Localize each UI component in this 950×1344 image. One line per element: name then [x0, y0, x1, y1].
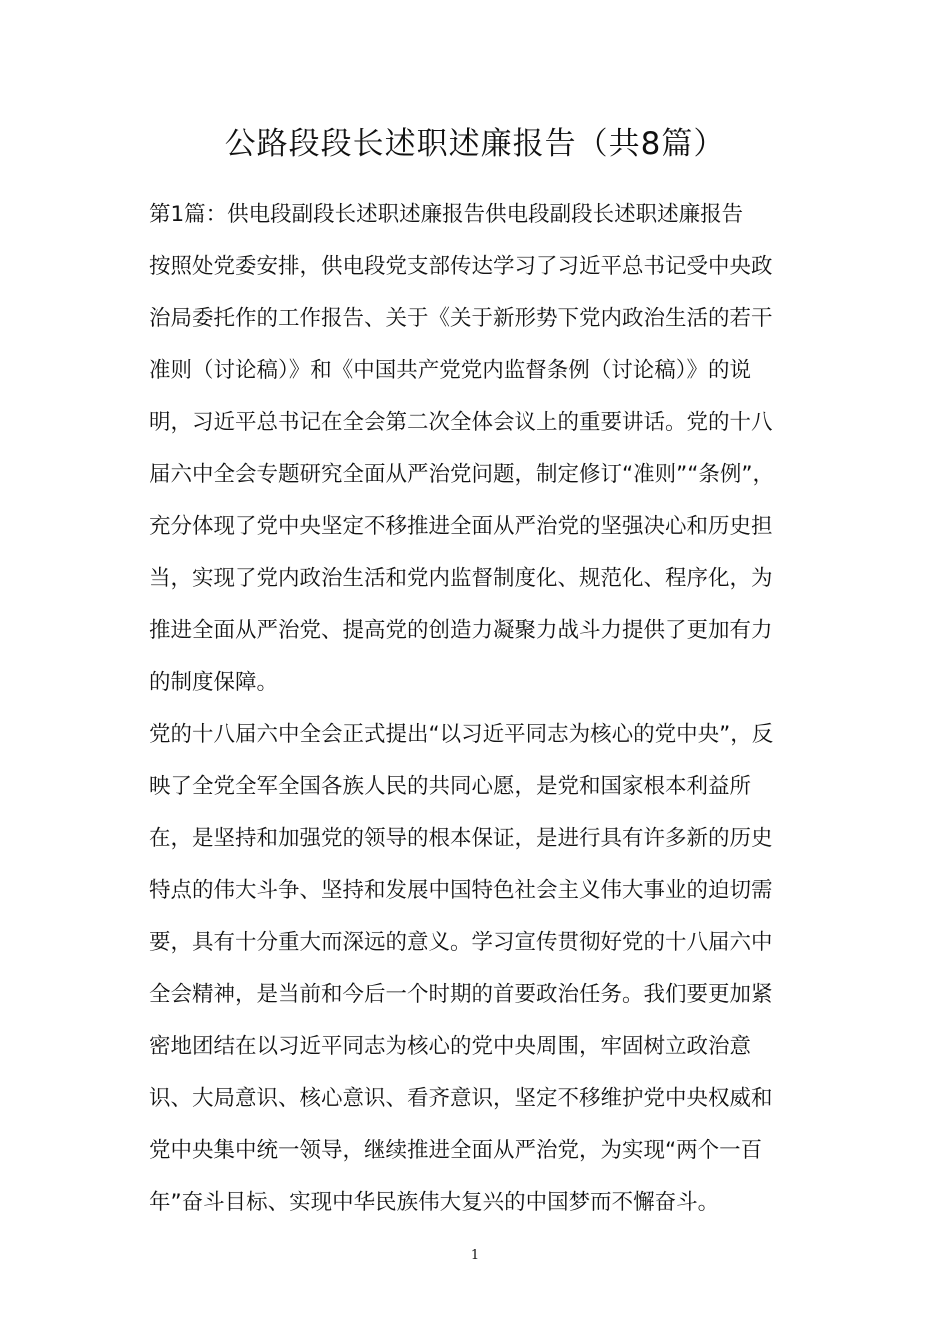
body-line: 年”奋斗目标、实现中华民族伟大复兴的中国梦而不懈奋斗。	[149, 1190, 720, 1215]
body-line: 明，习近平总书记在全会第二次全体会议上的重要讲话。党的十八	[149, 410, 773, 435]
body-line: 准则（讨论稿）》和《中国共产党党内监督条例（讨论稿）》的说	[149, 358, 752, 383]
body-line: 推进全面从严治党、提高党的创造力凝聚力战斗力提供了更加有力	[149, 618, 773, 643]
body-line: 第1篇：供电段副段长述职述廉报告供电段副段长述职述廉报告	[149, 202, 744, 227]
body-line: 要，具有十分重大而深远的意义。学习宣传贯彻好党的十八届六中	[149, 930, 773, 955]
body-line: 识、大局意识、核心意识、看齐意识，坚定不移维护党中央权威和	[149, 1086, 773, 1111]
body-line: 治局委托作的工作报告、关于《关于新形势下党内政治生活的若干	[149, 306, 773, 331]
body-line: 党的十八届六中全会正式提出“以习近平同志为核心的党中央”，反	[149, 722, 774, 747]
body-line: 密地团结在以习近平同志为核心的党中央周围，牢固树立政治意	[149, 1034, 752, 1059]
document-title: 公路段段长述职述廉报告（共8篇）	[224, 126, 726, 162]
body-line: 的制度保障。	[149, 670, 279, 695]
body-line: 按照处党委安排，供电段党支部传达学习了习近平总书记受中央政	[149, 254, 773, 279]
body-line: 映了全党全军全国各族人民的共同心愿，是党和国家根本利益所	[149, 774, 752, 799]
body-line: 届六中全会专题研究全面从严治党问题，制定修订“准则”“条例”，	[149, 462, 775, 487]
document-body	[149, 196, 809, 1236]
page-number: 1	[470, 1248, 480, 1263]
body-line: 全会精神，是当前和今后一个时期的首要政治任务。我们要更加紧	[149, 982, 773, 1007]
body-line: 党中央集中统一领导，继续推进全面从严治党，为实现“两个一百	[149, 1138, 763, 1163]
body-line: 在，是坚持和加强党的领导的根本保证，是进行具有许多新的历史	[149, 826, 773, 851]
body-line: 充分体现了党中央坚定不移推进全面从严治党的坚强决心和历史担	[149, 514, 773, 539]
body-line: 当，实现了党内政治生活和党内监督制度化、规范化、程序化，为	[149, 566, 773, 591]
body-line: 特点的伟大斗争、坚持和发展中国特色社会主义伟大事业的迫切需	[149, 878, 773, 903]
